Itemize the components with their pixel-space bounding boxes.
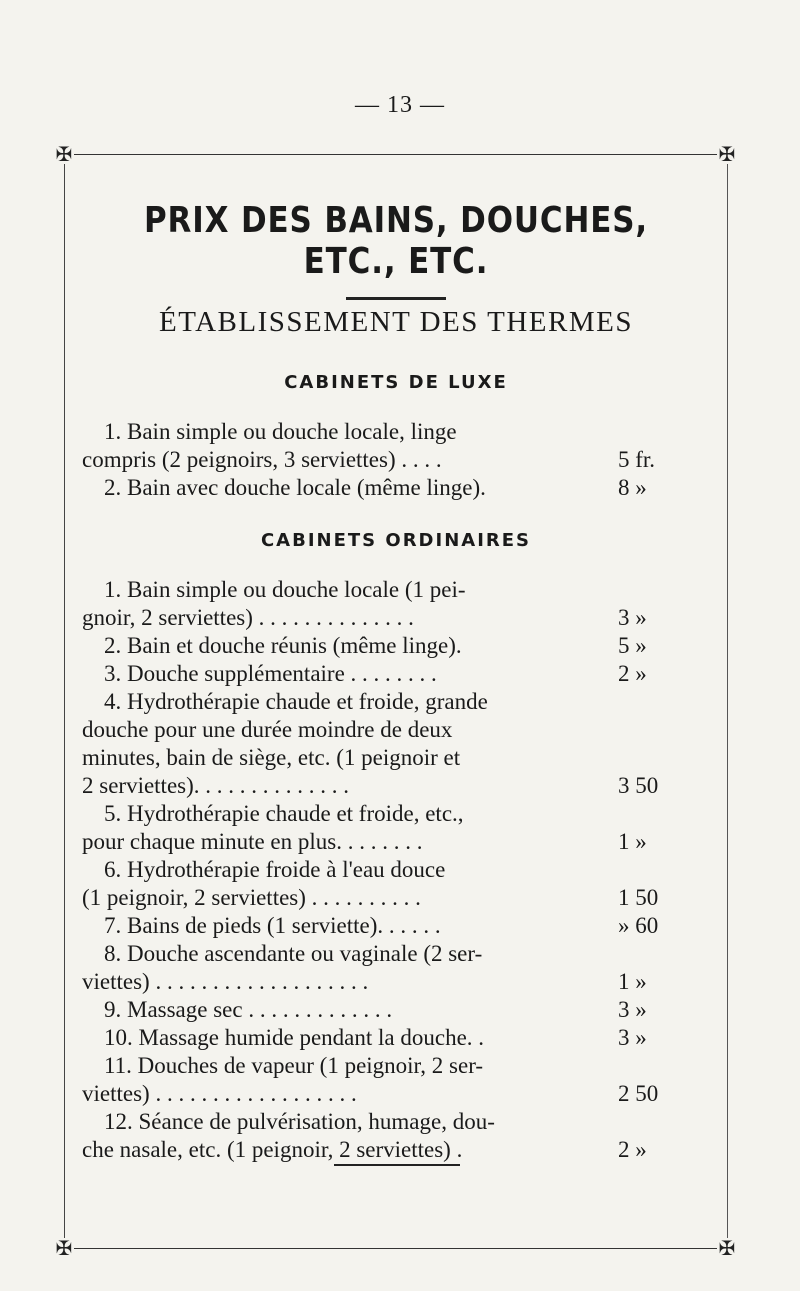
line-text: 12. Séance de pulvérisation, humage, dou- xyxy=(104,1109,495,1134)
line-price: 3 » xyxy=(618,1025,647,1050)
line-text: 2. Bain avec douche locale (même linge). xyxy=(104,475,486,500)
line-price: » 60 xyxy=(618,913,659,938)
corner-ornament-icon: ✠ xyxy=(55,1236,73,1260)
line-text: 5. Hydrothérapie chaude et froide, etc., xyxy=(104,801,464,826)
line-price: 1 » xyxy=(618,829,647,854)
price-line xyxy=(82,1108,706,1136)
price-line xyxy=(82,772,706,800)
price-line xyxy=(82,940,706,968)
price-line xyxy=(82,1080,706,1108)
line-price: 5 » xyxy=(618,633,647,658)
line-text: 1. Bain simple ou douche locale (1 pei- xyxy=(104,577,466,602)
line-text: 9. Massage sec . . . . . . . . . . . . . xyxy=(104,997,393,1022)
price-line xyxy=(82,604,706,632)
corner-ornament-icon: ✠ xyxy=(718,142,736,166)
price-line xyxy=(82,474,706,502)
line-text: 11. Douches de vapeur (1 peignoir, 2 ser- xyxy=(104,1053,484,1078)
closing-rule xyxy=(334,1164,460,1166)
price-line xyxy=(82,800,706,828)
line-text: compris (2 peignoirs, 3 serviettes) . . . . xyxy=(82,447,442,472)
line-text: viettes) . . . . . . . . . . . . . . . . . . xyxy=(82,1081,357,1106)
line-price: 1 » xyxy=(618,969,647,994)
price-line xyxy=(82,884,706,912)
price-line xyxy=(82,1024,706,1052)
title-rule xyxy=(346,297,446,300)
line-price: 2 » xyxy=(618,661,647,686)
line-text: 10. Massage humide pendant la douche. . xyxy=(104,1025,485,1050)
line-text: 4. Hydrothérapie chaude et froide, grande xyxy=(104,689,488,714)
section-heading-ordinaires: CABINETS ORDINAIRES xyxy=(260,530,532,551)
line-text: 3. Douche supplémentaire . . . . . . . . xyxy=(104,661,437,686)
price-line xyxy=(82,1136,706,1164)
line-text: 2 serviettes). . . . . . . . . . . . . . xyxy=(82,773,350,798)
line-text: minutes, bain de siège, etc. (1 peignoir et xyxy=(82,745,461,770)
price-line xyxy=(82,632,706,660)
price-line xyxy=(82,418,706,446)
price-line xyxy=(82,828,706,856)
section-heading-luxe: CABINETS DE LUXE xyxy=(284,372,508,393)
line-price: 2 50 xyxy=(618,1081,659,1106)
page-title: PRIX DES BAINS, DOUCHES, ETC., ETC. xyxy=(143,200,649,282)
line-text: gnoir, 2 serviettes) . . . . . . . . . . . . . . xyxy=(82,605,414,630)
price-line xyxy=(82,1052,706,1080)
line-price: 3 » xyxy=(618,605,647,630)
price-line xyxy=(82,688,706,716)
corner-ornament-icon: ✠ xyxy=(718,1236,736,1260)
price-line xyxy=(82,576,706,604)
line-text: 6. Hydrothérapie froide à l'eau douce xyxy=(104,857,446,882)
price-line xyxy=(82,996,706,1024)
line-price: 3 » xyxy=(618,997,647,1022)
line-price: 5 fr. xyxy=(618,447,656,472)
frame-top-border xyxy=(64,154,728,155)
line-price: 3 50 xyxy=(618,773,659,798)
price-line xyxy=(82,446,706,474)
corner-ornament-icon: ✠ xyxy=(55,142,73,166)
line-text: pour chaque minute en plus. . . . . . . . xyxy=(82,829,423,854)
establishment-subtitle: ÉTABLISSEMENT DES THERMES xyxy=(159,306,633,338)
price-line xyxy=(82,968,706,996)
line-text: viettes) . . . . . . . . . . . . . . . . . . . xyxy=(82,969,369,994)
price-line xyxy=(82,716,706,744)
price-line xyxy=(82,856,706,884)
price-line xyxy=(82,744,706,772)
line-price: 1 50 xyxy=(618,885,659,910)
line-text: douche pour une durée moindre de deux xyxy=(82,717,453,742)
line-text: 8. Douche ascendante ou vaginale (2 ser- xyxy=(104,941,483,966)
line-text: (1 peignoir, 2 serviettes) . . . . . . . . . . xyxy=(82,885,421,910)
line-text: 7. Bains de pieds (1 serviette). . . . . . xyxy=(104,913,441,938)
line-text: 2. Bain et douche réunis (même linge). xyxy=(104,633,462,658)
line-price: 2 » xyxy=(618,1137,647,1162)
frame-bottom-border xyxy=(64,1248,728,1249)
line-price: 8 » xyxy=(618,475,647,500)
price-line xyxy=(82,912,706,940)
price-line xyxy=(82,660,706,688)
line-text: 1. Bain simple ou douche locale, linge xyxy=(104,419,457,444)
page-number: — 13 — xyxy=(355,92,445,118)
line-text: che nasale, etc. (1 peignoir, 2 serviettes) . xyxy=(82,1137,463,1162)
